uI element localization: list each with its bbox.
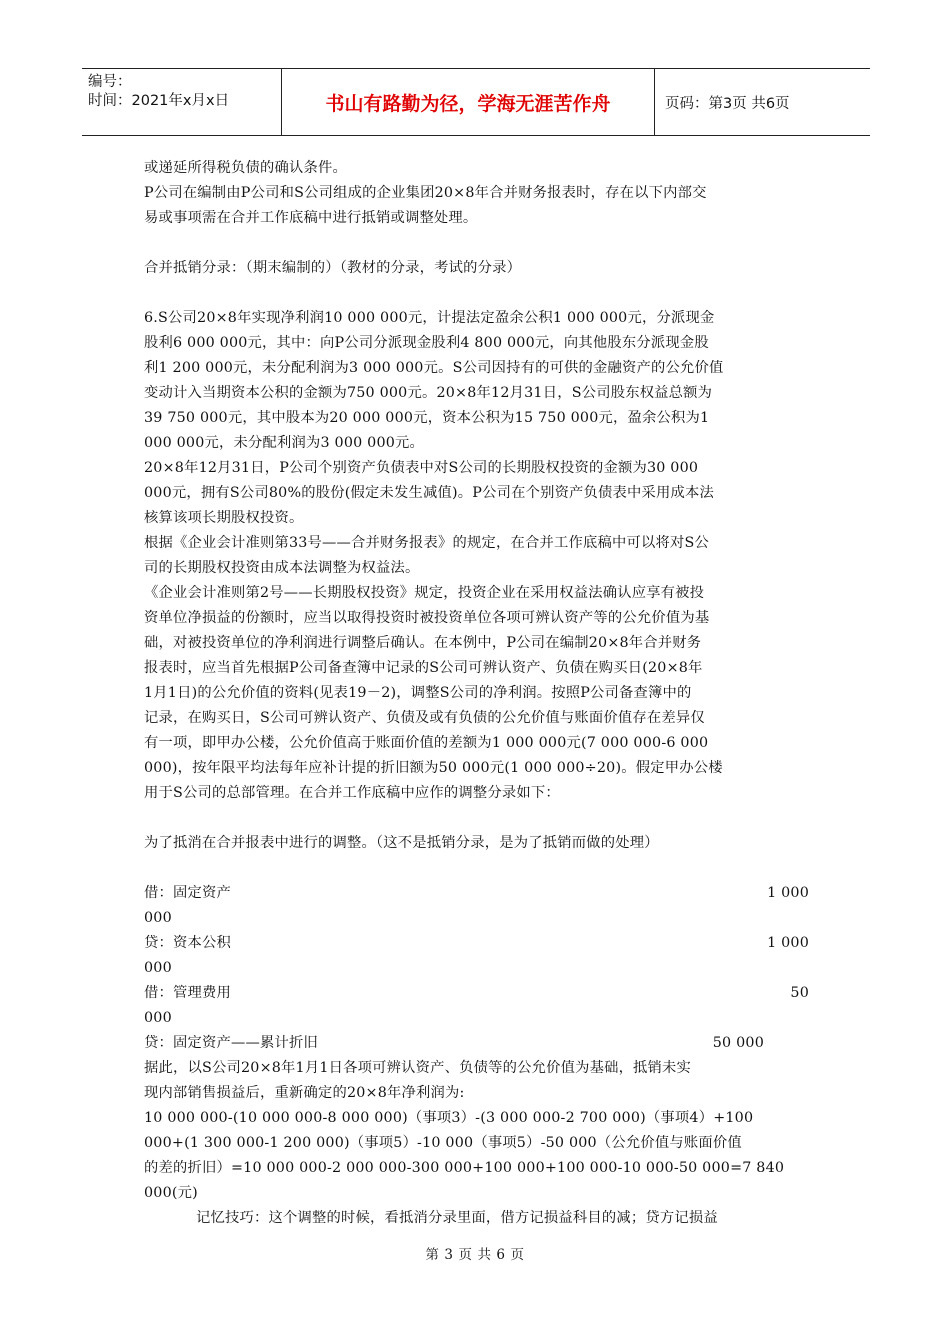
text-line: 20×8年12月31日，P公司个别资产负债表中对S公司的长期股权投资的金额为30 000 xyxy=(144,460,699,476)
text-line: 6.S公司20×8年实现净利润10 000 000元，计提法定盈余公积1 000 000元，分派现金 xyxy=(144,310,715,326)
entry-label: 借：管理费用 xyxy=(144,985,231,1001)
text-line: 记忆技巧：这个调整的时候，看抵消分录里面，借方记损益科目的减；贷方记损益 xyxy=(196,1210,718,1226)
text-line: 易或事项需在合并工作底稿中进行抵销或调整处理。 xyxy=(144,210,478,226)
text-line: 000+(1 300 000-1 200 000)（事项5）-10 000（事项5）-50 000（公允价值与账面价值 xyxy=(144,1135,742,1151)
text-line: 39 750 000元，其中股本为20 000 000元，资本公积为15 750 000元，盈余公积为1 xyxy=(144,410,710,426)
entry-amount: 1 000 xyxy=(767,935,809,951)
entry-amount: 50 xyxy=(790,985,809,1001)
journal-entry-credit-accumulated-depreciation xyxy=(144,1031,764,1056)
header-page-number: 页码：第3页 共6页 xyxy=(665,95,790,112)
entry-amount-continued: 000 xyxy=(144,960,172,976)
text-line: 用于S公司的总部管理。在合并工作底稿中应作的调整分录如下： xyxy=(144,785,560,801)
text-line: 记录，在购买日，S公司可辨认资产、负债及或有负债的公允价值与账面价值存在差异仅 xyxy=(144,710,705,726)
text-line: 变动计入当期资本公积的金额为750 000元。20×8年12月31日，S公司股东权益总额为 xyxy=(144,385,713,401)
document-number-label: 编号： xyxy=(88,74,132,90)
document-body xyxy=(144,156,809,1231)
text-line: 有一项，即甲办公楼，公允价值高于账面价值的差额为1 000 000元(7 000 000-6 000 xyxy=(144,735,709,751)
text-line: 根据《企业会计准则第33号——合并财务报表》的规定，在合并工作底稿中可以将对S公 xyxy=(144,535,709,551)
text-line: 据此，以S公司20×8年1月1日各项可辨认资产、负债等的公允价值为基础，抵销未实 xyxy=(144,1060,692,1076)
page-footer: 第 3 页 共 6 页 xyxy=(425,1247,525,1263)
entry-amount-continued: 000 xyxy=(144,910,172,926)
text-line: 或递延所得税负债的确认条件。 xyxy=(144,160,347,176)
text-line: 报表时，应当首先根据P公司备查簿中记录的S公司可辨认资产、负债在购买日(20×8年 xyxy=(144,660,703,676)
text-line: 000 000元，未分配利润为3 000 000元。 xyxy=(144,435,425,451)
text-line: 000(元) xyxy=(144,1185,198,1201)
text-line: 的差的折旧）=10 000 000-2 000 000-300 000+100 000+100 000-10 000-50 000=7 840 xyxy=(144,1160,785,1176)
page-header xyxy=(82,68,870,136)
text-line: P公司在编制由P公司和S公司组成的企业集团20×8年合并财务报表时，存在以下内部交 xyxy=(144,185,707,201)
document-date-label: 时间：2021年x月x日 xyxy=(88,93,230,109)
entry-label: 贷：固定资产——累计折旧 xyxy=(144,1035,318,1051)
text-line: 股利6 000 000元，其中：向P公司分派现金股利4 800 000元，向其他股东分派现金股 xyxy=(144,335,709,351)
text-line: 利1 200 000元，未分配利润为3 000 000元。S公司因持有的可供的金融资产的公允价值 xyxy=(144,360,724,376)
entry-amount-continued: 000 xyxy=(144,1010,172,1026)
header-motto: 书山有路勤为径，学海无涯苦作舟 xyxy=(282,69,655,135)
journal-entry-debit-fixed-assets xyxy=(144,881,809,906)
entry-label: 借：固定资产 xyxy=(144,885,231,901)
text-line: 础，对被投资单位的净利润进行调整后确认。在本例中，P公司在编制20×8年合并财务 xyxy=(144,635,702,651)
journal-entry-debit-admin-expense xyxy=(144,981,809,1006)
text-line: 司的长期股权投资由成本法调整为权益法。 xyxy=(144,560,420,576)
text-line: 资单位净损益的份额时，应当以取得投资时被投资单位各项可辨认资产等的公允价值为基 xyxy=(144,610,710,626)
header-meta xyxy=(82,69,282,135)
text-line: 为了抵消在合并报表中进行的调整。（这不是抵销分录，是为了抵销而做的处理） xyxy=(144,835,659,851)
text-line: 合并抵销分录：（期末编制的）（教材的分录，考试的分录） xyxy=(144,260,522,276)
text-line: 10 000 000-(10 000 000-8 000 000)（事项3）-(3 000 000-2 700 000)（事项4）+100 xyxy=(144,1110,754,1126)
journal-entry-credit-capital-reserve xyxy=(144,931,809,956)
entry-label: 贷：资本公积 xyxy=(144,935,231,951)
text-line: 现内部销售损益后，重新确定的20×8年净利润为: xyxy=(144,1085,465,1101)
text-line: 000)，按年限平均法每年应补计提的折旧额为50 000元(1 000 000÷20)。假定甲办公楼 xyxy=(144,760,723,776)
text-line: 000元，拥有S公司80%的股份(假定未发生减值)。P公司在个别资产负债表中采用成本法 xyxy=(144,485,715,501)
entry-amount: 1 000 xyxy=(767,885,809,901)
text-line: 1月1日)的公允价值的资料(见表19－2)，调整S公司的净利润。按照P公司备查簿中的 xyxy=(144,685,692,701)
text-line: 核算该项长期股权投资。 xyxy=(144,510,304,526)
entry-amount: 50 000 xyxy=(712,1035,764,1051)
text-line: 《企业会计准则第2号——长期股权投资》规定，投资企业在采用权益法确认应享有被投 xyxy=(144,585,705,601)
